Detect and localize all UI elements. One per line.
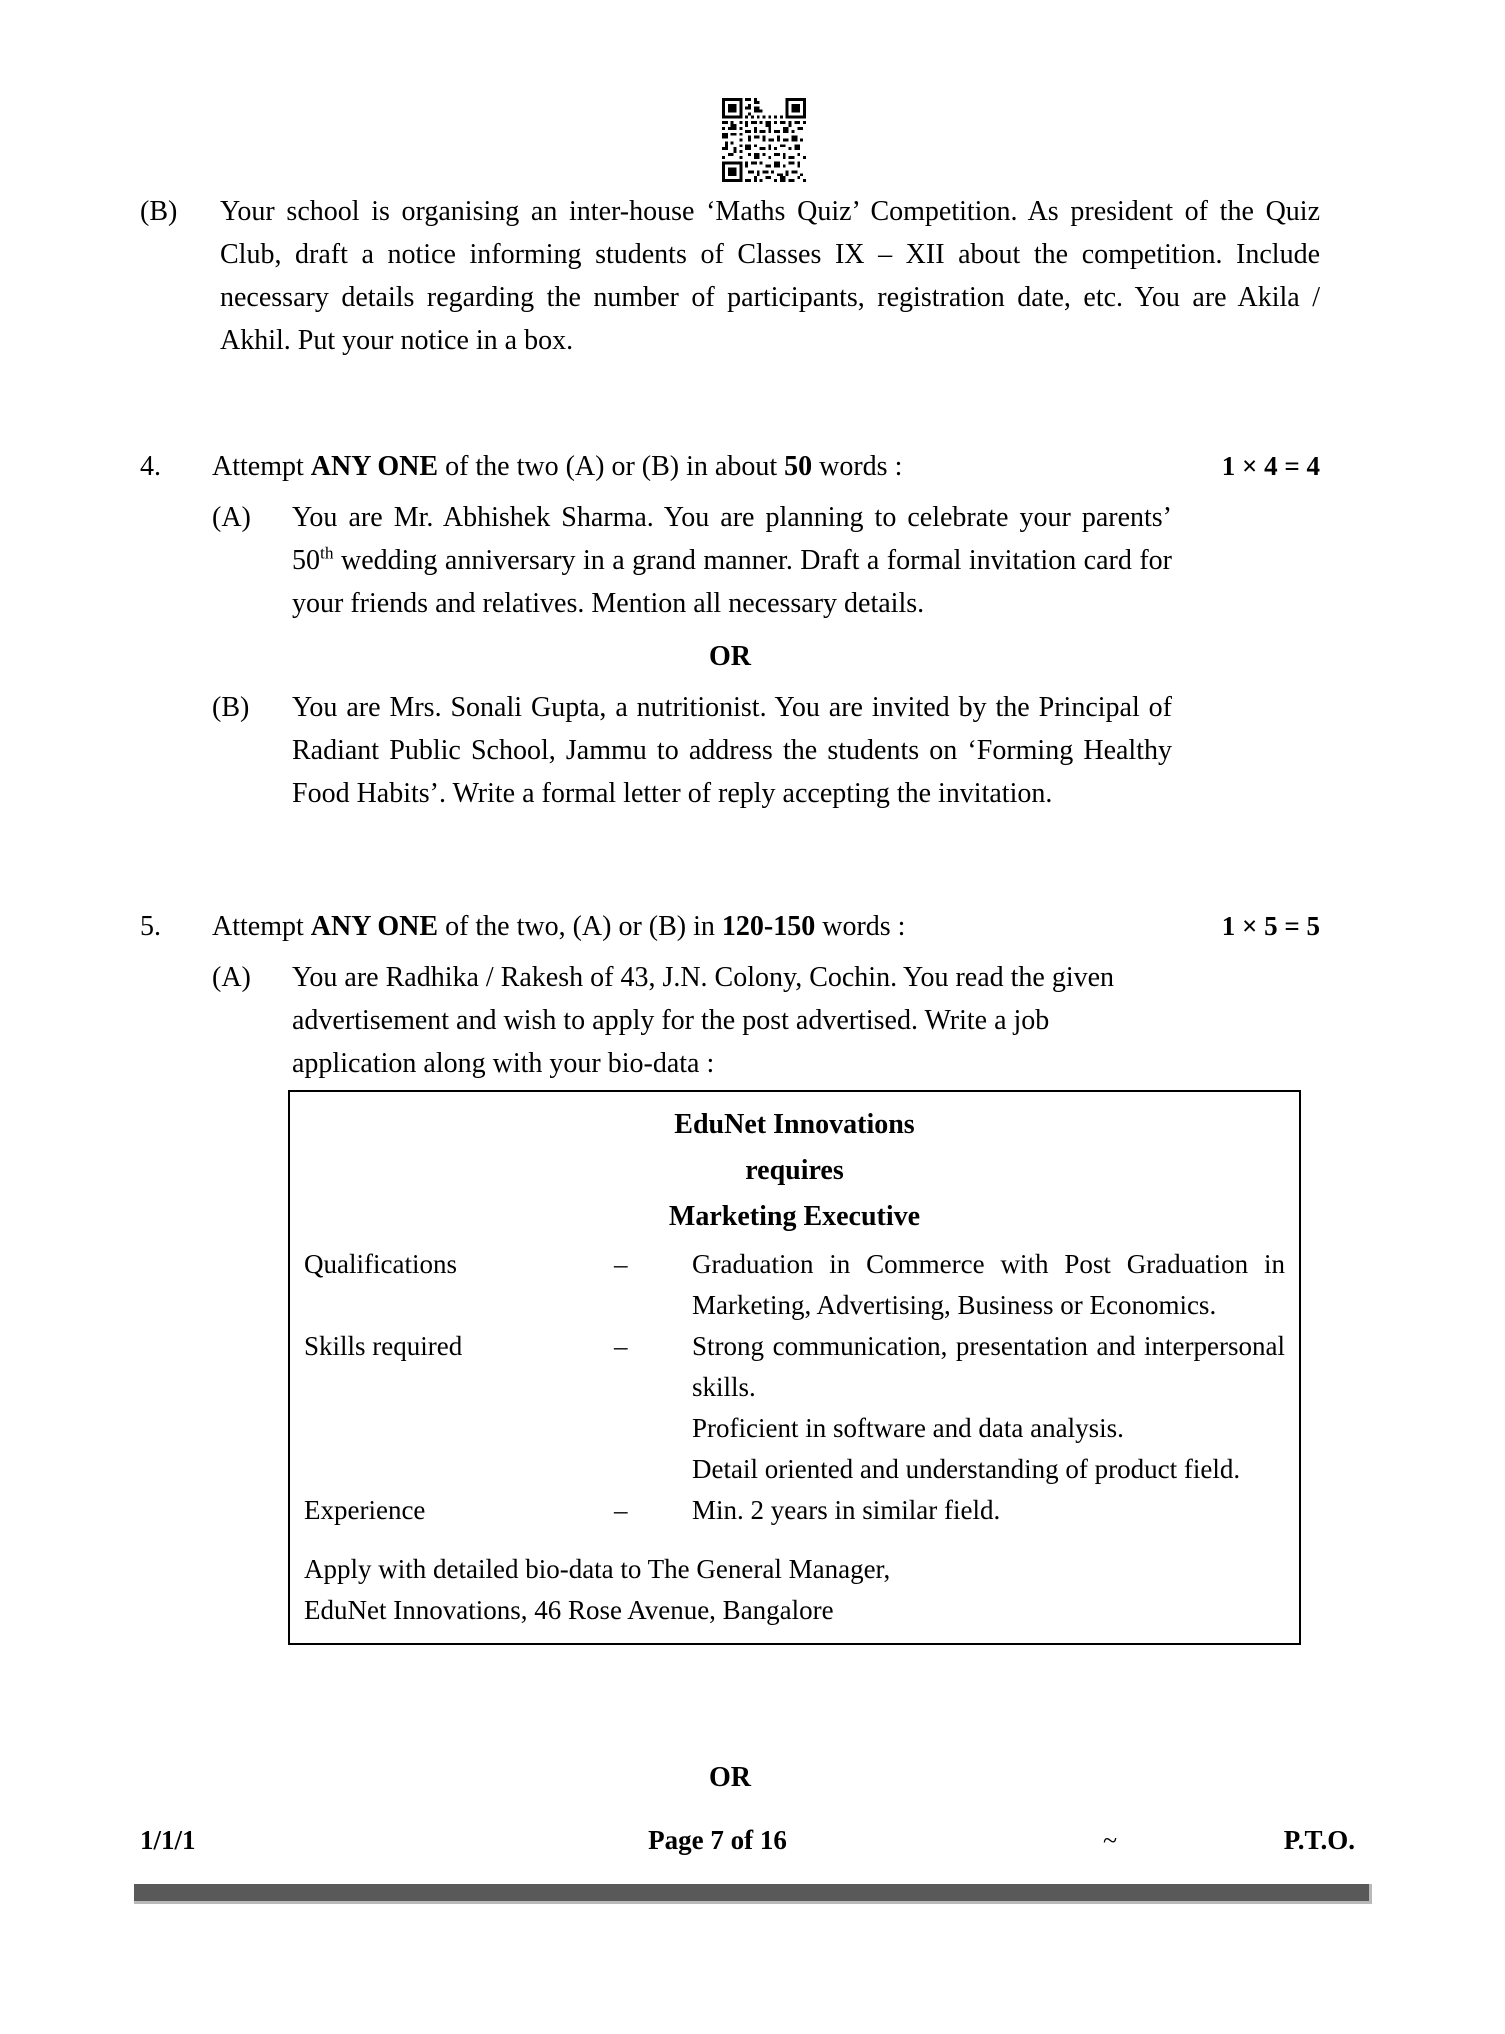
advertisement-box (288, 1090, 1301, 1645)
question-4b-text: You are Mrs. Sonali Gupta, a nutritionist. You are invited by the Principal of Radiant Public School, Jammu to address the students on ‘Forming Healthy Food Habits’. Write a formal letter of reply accepting the invitation. (292, 692, 1172, 809)
question-5-marks: 1 × 5 = 5 (1221, 911, 1320, 941)
q5-stem-wordcount: 120-150 (721, 911, 816, 942)
question-4a-row (140, 496, 1320, 625)
question-4a-label: (A) (212, 502, 251, 533)
ad-skill-line-1: Strong communication, presentation and interpersonal skills. (692, 1331, 1285, 1402)
ad-dash-experience: – (614, 1495, 628, 1525)
question-4a-text (292, 496, 1172, 625)
q4a-text-pre: You are Mr. Abhishek Sharma. You are planning to celebrate your parents’ 50 (292, 502, 1172, 576)
question-4-marks: 1 × 4 = 4 (1221, 451, 1320, 481)
ad-skill-line-2: Proficient in software and data analysis. (692, 1413, 1124, 1443)
ad-value-qualifications: Graduation in Commerce with Post Graduation in Marketing, Advertising, Business or Economics. (692, 1249, 1285, 1320)
q4-stem-pre: Attempt (212, 451, 311, 482)
q4-stem-anyone: ANY ONE (310, 451, 439, 482)
q5-stem-anyone: ANY ONE (310, 911, 439, 942)
question-4-or-divider: OR (709, 641, 751, 672)
question-4-block (0, 445, 1505, 815)
q4-stem-post: words : (812, 451, 903, 482)
ad-details-table (304, 1244, 1285, 1531)
pto-label: P.T.O. (1283, 1825, 1355, 1855)
q4a-ordinal-suffix: th (320, 543, 334, 563)
page-number: Page 7 of 16 (648, 1825, 787, 1855)
ad-key-qualifications: Qualifications (304, 1249, 457, 1279)
qr-code-icon (722, 98, 806, 182)
ad-skill-line-3: Detail oriented and understanding of product field. (692, 1454, 1241, 1484)
ad-row-skills (304, 1326, 1285, 1490)
question-3b-block (0, 190, 1505, 362)
question-4b-label: (B) (212, 692, 250, 723)
ad-dash-qualifications: – (614, 1249, 628, 1279)
question-5-stem-row (140, 905, 1320, 948)
ad-key-experience: Experience (304, 1495, 426, 1525)
question-5-or-divider: OR (709, 1762, 751, 1793)
ad-row-qualifications (304, 1244, 1285, 1326)
ad-value-skills (692, 1326, 1285, 1490)
question-3b-row (140, 190, 1320, 362)
ad-apply-line-1: Apply with detailed bio-data to The General Manager, (304, 1554, 891, 1584)
bottom-rule-bar (134, 1884, 1372, 1904)
ad-row-experience (304, 1490, 1285, 1531)
question-5-number: 5. (140, 911, 161, 942)
question-5-stem (212, 905, 1198, 948)
ad-requires-label: requires (745, 1155, 844, 1186)
ad-key-skills: Skills required (304, 1331, 463, 1361)
question-4b-row (140, 686, 1320, 815)
ad-apply-line-2: EduNet Innovations, 46 Rose Avenue, Bangalore (304, 1595, 834, 1625)
question-4-number: 4. (140, 451, 161, 482)
question-5-or-divider-block (0, 1756, 1505, 1799)
q4-stem-mid: of the two (A) or (B) in about (438, 451, 785, 482)
q5-stem-mid: of the two, (A) or (B) in (438, 911, 722, 942)
question-4-stem (212, 445, 1198, 488)
question-5a-row (140, 956, 1320, 1085)
page-footer (140, 1825, 1355, 1856)
question-4-stem-row (140, 445, 1320, 488)
q4a-text-post: wedding anniversary in a grand manner. Draft a formal invitation card for your friends and relatives. Mention all necessary details. (292, 545, 1172, 619)
question-3b-text: Your school is organising an inter-house ‘Maths Quiz’ Competition. As president of the Quiz Club, draft a notice informing students of Classes IX – XII about the competition. Include necessary details regarding the number of participants, registration date, etc. You are Akila / Akhil. Put your notice in a box. (220, 196, 1320, 356)
question-5a-label: (A) (212, 962, 251, 993)
q5-stem-post: words : (815, 911, 906, 942)
ad-dash-skills: – (614, 1331, 628, 1361)
ad-position-title: Marketing Executive (668, 1201, 921, 1232)
q4-stem-wordcount: 50 (784, 451, 813, 482)
ad-value-experience: Min. 2 years in similar field. (692, 1495, 1001, 1525)
question-5a-text: You are Radhika / Rakesh of 43, J.N. Colony, Cochin. You read the given advertisement and wish to apply for the post advertised. Write a job application along with your bio-data : (292, 962, 1115, 1079)
tilde-mark: ~ (1102, 1826, 1118, 1855)
question-3b-label: (B) (140, 196, 178, 227)
question-5-block (0, 905, 1505, 1085)
ad-company-name: EduNet Innovations (674, 1109, 915, 1140)
q5-stem-pre: Attempt (212, 911, 311, 942)
paper-code: 1/1/1 (140, 1825, 196, 1855)
